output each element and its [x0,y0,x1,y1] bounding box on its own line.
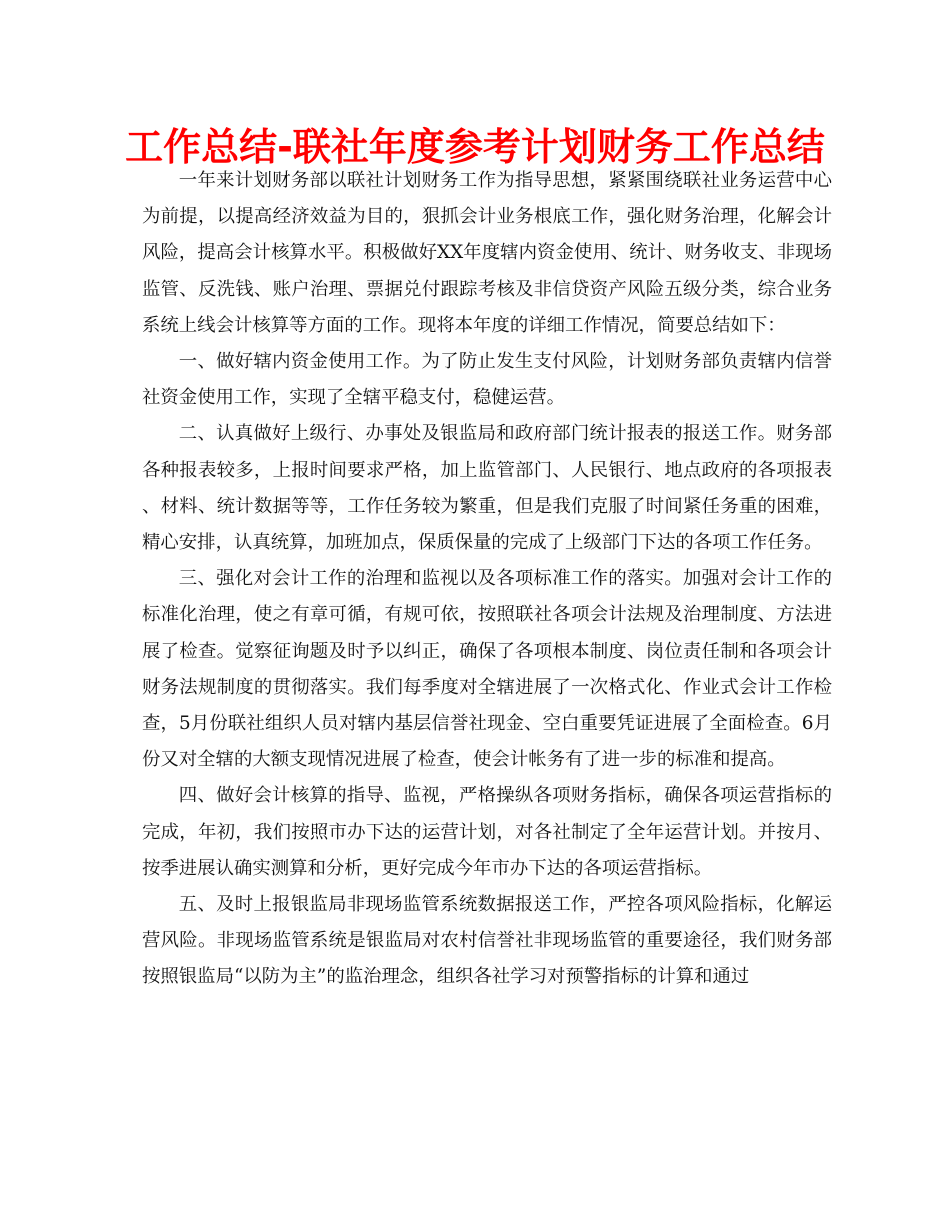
paragraph-section-5: 五、及时上报银监局非现场监管系统数据报送工作，严控各项风险指标，化解运营风险。非现场监管系统是银监局对农村信誉社非现场监管的重要途径，我们财务部按照银监局“以防为主”的监治理念，组织各社学习对预警指标的计算和通过 [142,894,832,988]
paragraph-intro: 一年来计划财务部以联社计划财务工作为指导思想，紧紧围绕联社业务运营中心为前提，以提高经济效益为目的，狠抓会计业务根底工作，强化财务治理，化解会计风险，提高会计核算水平。积极做好XX年度辖内资金使用、统计、财务收支、非现场监管、反洗钱、账户治理、票据兑付跟踪考核及非信贷资产风险五级分类，综合业务系统上线会计核算等方面的工作。现将本年度的详细工作情况，简要总结如下： [142,170,832,336]
document-body [142,163,832,996]
document-title: 工作总结-联社年度参考计划财务工作总结 [125,125,825,169]
paragraph-section-4: 四、做好会计核算的指导、监视，严格操纵各项财务指标，确保各项运营指标的完成，年初，我们按照市办下达的运营计划，对各社制定了全年运营计划。并按月、按季进展认确实测算和分析，更好完成今年市办下达的各项运营指标。 [142,785,832,879]
paragraph-section-3: 三、强化对会计工作的治理和监视以及各项标准工作的落实。加强对会计工作的标准化治理，使之有章可循，有规可依，按照联社各项会计法规及治理制度、方法进展了检查。觉察征询题及时予以纠正，确保了各项根本制度、岗位责任制和各项会计财务法规制度的贯彻落实。我们每季度对全辖进展了一次格式化、作业式会计工作检查，5月份联社组织人员对辖内基层信誉社现金、空白重要凭证进展了全面检查。6月份又对全辖的大额支现情况进展了检查，使会计帐务有了进一步的标准和提高。 [142,568,832,771]
paragraph-section-2: 二、认真做好上级行、办事处及银监局和政府部门统计报表的报送工作。财务部各种报表较多，上报时间要求严格，加上监管部门、人民银行、地点政府的各项报表、材料、统计数据等等，工作任务较为繁重，但是我们克服了时间紧任务重的困难，精心安排，认真统算，加班加点，保质保量的完成了上级部门下达的各项工作任务。 [142,423,832,554]
paragraph-section-1: 一、做好辖内资金使用工作。为了防止发生支付风险，计划财务部负责辖内信誉社资金使用工作，实现了全辖平稳支付，稳健运营。 [142,351,832,409]
